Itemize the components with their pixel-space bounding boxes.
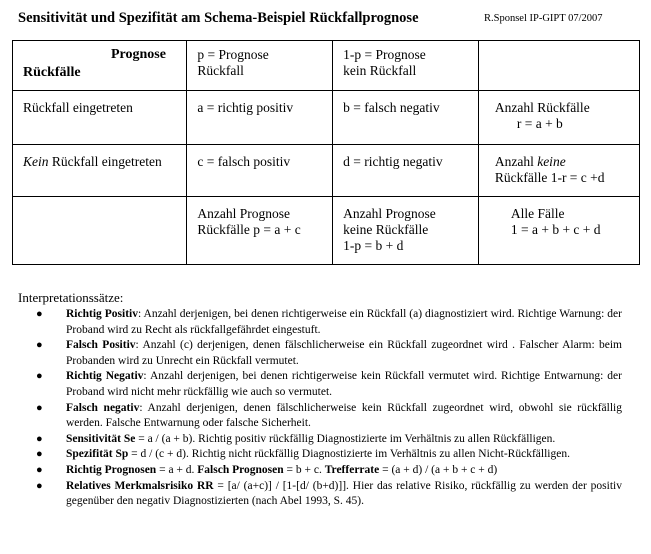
header-col2-line2: Rückfall — [197, 63, 244, 78]
sum-rueckfaelle-line2: r = a + b — [516, 116, 563, 131]
cell-total-prognose-rueckfall — [187, 197, 333, 265]
term: Richtig Prognosen — [66, 463, 157, 476]
cell-d: d = richtig negativ — [333, 145, 479, 197]
term: Sensitivität Se — [66, 432, 136, 445]
row-label-kein-rueckfall — [13, 145, 187, 197]
bullet-icon: ● — [36, 370, 43, 383]
header-col-empty — [478, 41, 639, 91]
cell-total-alle-faelle — [478, 197, 639, 265]
term: Trefferrate — [324, 463, 380, 476]
definition: = b + c. — [283, 463, 325, 476]
definition: = a + d. — [156, 463, 198, 476]
definition: : Anzahl derjenigen, bei denen richtigerweise kein Rückfall vermutet wird. Richtige Entwarnung: der Proband wird nicht mehr rückfällig wie auch so vermutet. — [66, 370, 622, 398]
row-label-rest: Rückfall eingetreten — [48, 154, 162, 169]
definition: = d / (c + d). Richtig nicht rückfällig Diagnostizierte im Verhältnis zu allen Nicht-Rückfälligen. — [128, 448, 570, 461]
term: Falsch Prognosen — [197, 463, 284, 476]
total-col3-line3: 1-p = b + d — [343, 238, 404, 253]
cell-a: a = richtig positiv — [187, 91, 333, 145]
list-item — [22, 463, 622, 479]
term: Richtig Positiv — [66, 308, 138, 320]
interpretation-heading: Interpretationssätze: — [18, 290, 124, 305]
table-row-kein-rueckfall — [13, 145, 640, 197]
list-item — [22, 432, 622, 448]
row-label-emphasis: Kein — [23, 154, 49, 169]
term: Relatives Merkmalsrisiko RR — [66, 479, 214, 492]
totals-empty-cell — [13, 197, 187, 265]
definition: = (a + d) / (a + b + c + d) — [379, 463, 498, 476]
table-corner-cell — [13, 41, 187, 91]
list-item — [22, 401, 622, 432]
cell-total-prognose-kein-rueckfall — [333, 197, 479, 265]
bullet-icon: ● — [36, 308, 43, 320]
author-note: R.Sponsel IP-GIPT 07/2007 — [484, 13, 603, 24]
bullet-icon: ● — [36, 339, 43, 352]
total-col3-line2: keine Rückfälle — [343, 222, 429, 237]
list-item — [22, 479, 622, 510]
total-col2-line1: Anzahl Prognose — [197, 206, 290, 221]
document-title: Sensitivität und Spezifität am Schema-Beispiel Rückfallprognose — [18, 10, 419, 26]
contingency-table — [12, 40, 640, 265]
table-row-totals — [13, 197, 640, 265]
corner-label-rueckfaelle: Rückfälle — [23, 65, 81, 80]
cell-c: c = falsch positiv — [187, 145, 333, 197]
bullet-icon: ● — [36, 432, 43, 445]
definition: : Anzahl derjenigen, denen fälschlicherweise kein Rückfall zugeordnet wird, obwohl sie rückfällig werden. Falsche Entwarnung oder falsche Sicherheit. — [66, 401, 622, 430]
header-col3-line2: kein Rückfall — [343, 63, 417, 78]
header-col-prognose-rueckfall — [187, 41, 333, 91]
sum-keine-word-anzahl: Anzahl — [494, 154, 538, 169]
cell-b: b = falsch negativ — [333, 91, 479, 145]
total-col4-line2: 1 = a + b + c + d — [510, 222, 601, 237]
list-item — [22, 338, 622, 369]
term: Falsch Positiv — [66, 339, 136, 352]
bullet-icon: ● — [36, 479, 43, 492]
interpretation-list — [22, 307, 622, 510]
bullet-icon: ● — [36, 448, 43, 461]
header-col2-line1: p = Prognose — [197, 47, 269, 62]
sum-keine-line2: Rückfälle 1-r = c +d — [494, 170, 605, 185]
sum-keine-emphasis: keine — [537, 154, 566, 169]
definition: : Anzahl (c) derjenigen, denen fälschlicherweise ein Rückfall zugeordnet wird . Falscher Alarm: beim Probanden wird zu Unrecht ein Rückfall vermutet. — [66, 339, 622, 367]
sum-keine-line1 — [495, 154, 639, 170]
cell-sum-keine-rueckfaelle — [478, 145, 639, 197]
bullet-icon: ● — [36, 463, 43, 476]
header-col-prognose-kein-rueckfall — [333, 41, 479, 91]
definition: = a / (a + b). Richtig positiv rückfällig Diagnostizierte im Verhältnis zu allen Rückfälligen. — [135, 432, 556, 445]
bullet-icon: ● — [36, 401, 43, 414]
sum-rueckfaelle-line1: Anzahl Rückfälle — [494, 100, 590, 115]
definition: = [a/ (a+c)] / [1-[d/ (b+d)]]. Hier das relative Risiko, rückfällig zu werden der positiv gegenüber den negativ Diagnostizierten (nach Abel 1993, S. 45). — [66, 479, 622, 508]
total-col3-line1: Anzahl Prognose — [343, 206, 436, 221]
total-col2-line2: Rückfälle p = a + c — [197, 222, 301, 237]
list-item — [22, 307, 622, 338]
row-label-rueckfall: Rückfall eingetreten — [13, 91, 187, 145]
cell-sum-rueckfaelle — [478, 91, 639, 145]
term: Richtig Negativ — [66, 370, 144, 383]
term: Falsch negativ — [66, 401, 140, 414]
list-item — [22, 369, 622, 400]
table-row-rueckfall — [13, 91, 640, 145]
header-col3-line1: 1-p = Prognose — [343, 47, 426, 62]
corner-label-prognose: Prognose — [111, 47, 166, 62]
total-col4-line1: Alle Fälle — [510, 206, 565, 221]
term: Spezifität Sp — [66, 448, 129, 461]
table-header-row — [13, 41, 640, 91]
list-item — [22, 447, 622, 463]
definition: : Anzahl derjenigen, bei denen richtigerweise ein Rückfall (a) diagnostiziert wird. Richtige Warnung: der Proband wird zu Recht als rückfallgefährdet eingestuft. — [66, 308, 622, 336]
